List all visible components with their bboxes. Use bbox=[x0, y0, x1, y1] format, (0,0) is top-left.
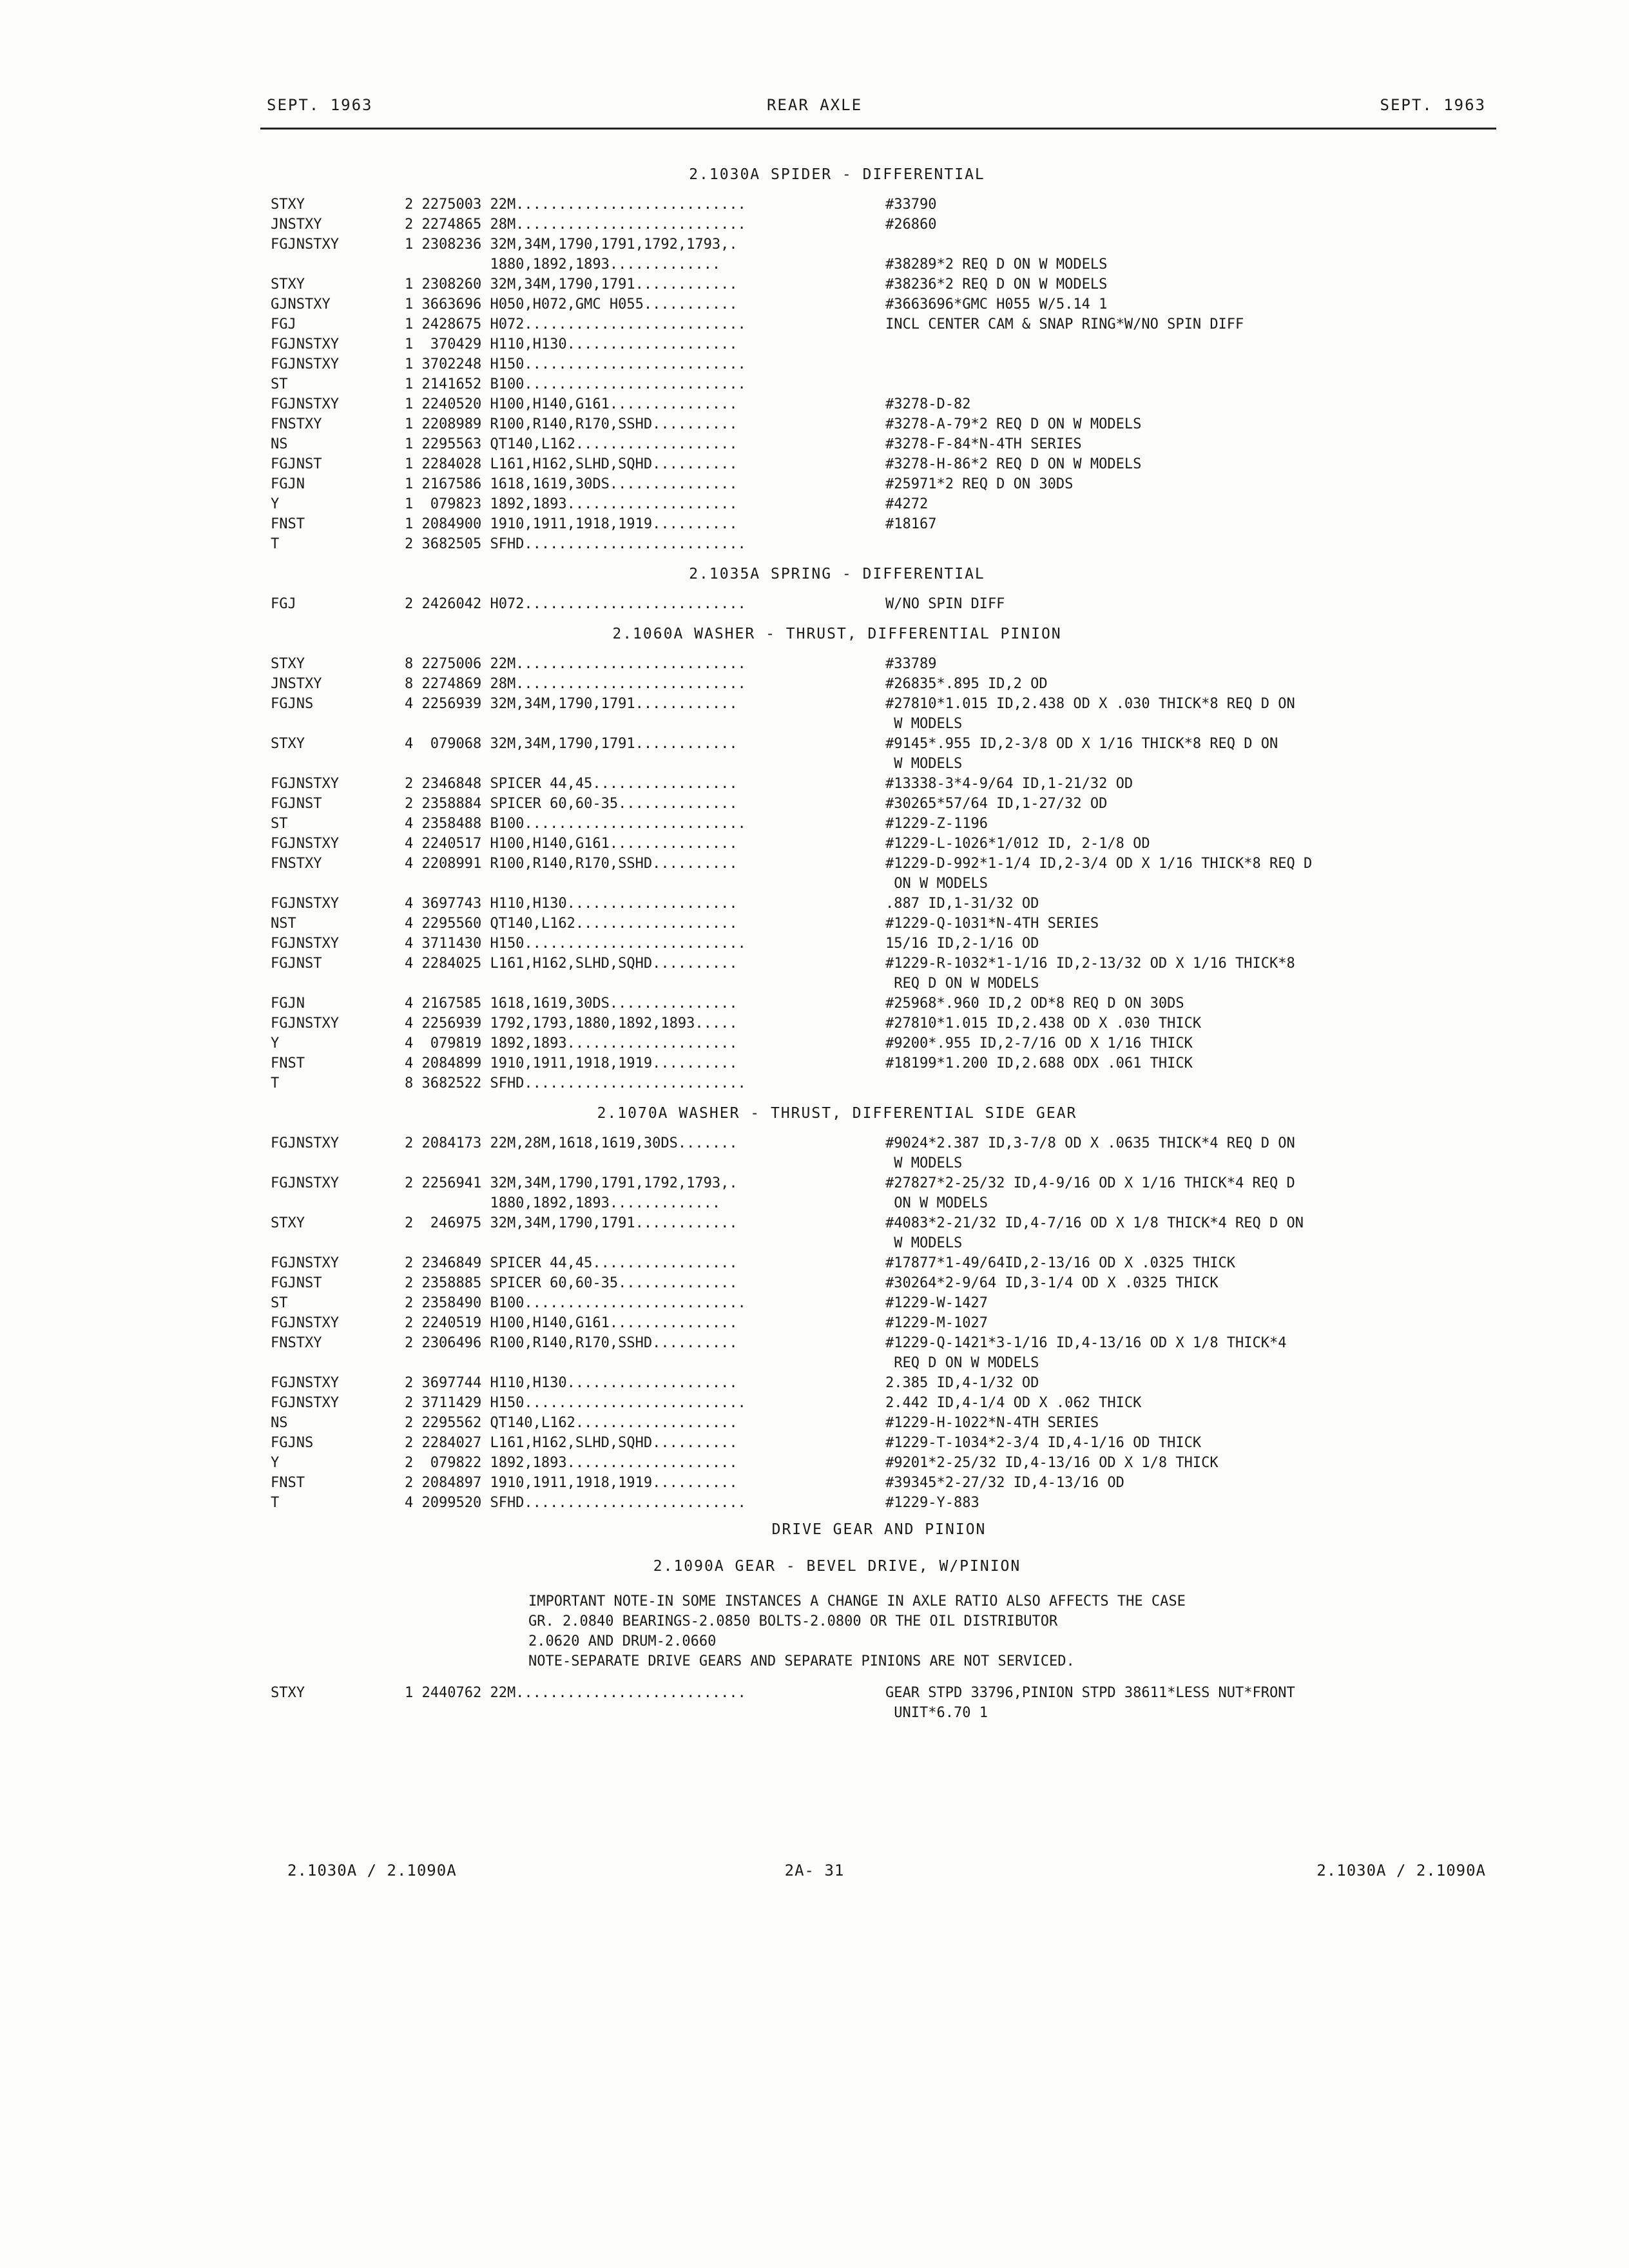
table-row bbox=[0, 1493, 1629, 1513]
part-number-line: 8 2274869 28M........................... bbox=[405, 676, 746, 692]
model-code: FNST bbox=[271, 1475, 305, 1491]
table-row bbox=[0, 195, 1629, 215]
part-number-line: 1 3663696 H050,H072,GMC H055........... bbox=[405, 296, 738, 312]
model-code: FNSTXY bbox=[271, 416, 322, 432]
part-description: REQ D ON W MODELS bbox=[885, 1355, 1039, 1371]
part-number-line: 4 079068 32M,34M,1790,1791............ bbox=[405, 736, 738, 752]
table-row bbox=[0, 1014, 1629, 1033]
table-row bbox=[0, 1233, 1629, 1253]
part-description: #25971*2 REQ D ON 30DS bbox=[885, 476, 1074, 492]
table-row bbox=[0, 1073, 1629, 1093]
model-code: T bbox=[271, 1495, 280, 1511]
model-code: FGJNSTXY bbox=[271, 1015, 339, 1032]
model-code: FGJNSTXY bbox=[271, 356, 339, 372]
notes-block bbox=[0, 1591, 1629, 1671]
part-description: #39345*2-27/32 ID,4-13/16 OD bbox=[885, 1475, 1124, 1491]
part-number-line: 1 2141652 B100.......................... bbox=[405, 376, 746, 392]
model-code: FGJNST bbox=[271, 456, 322, 472]
table-row bbox=[0, 1373, 1629, 1393]
part-number-line: 1880,1892,1893............. bbox=[405, 256, 721, 273]
model-code: NS bbox=[271, 436, 288, 452]
section-title: 2.1090A GEAR - BEVEL DRIVE, W/PINION bbox=[653, 1558, 1021, 1575]
table-row bbox=[0, 594, 1629, 614]
model-code: FGJNSTXY bbox=[271, 236, 339, 253]
part-description: ON W MODELS bbox=[885, 1195, 988, 1211]
part-number-line: 2 2275003 22M........................... bbox=[405, 197, 746, 213]
part-description: #25968*.960 ID,2 OD*8 REQ D ON 30DS bbox=[885, 995, 1184, 1012]
parts-section bbox=[0, 554, 1629, 614]
table-row bbox=[0, 1133, 1629, 1153]
part-description: W MODELS bbox=[885, 716, 963, 732]
table-row bbox=[0, 734, 1629, 754]
table-row bbox=[0, 1213, 1629, 1233]
model-code: FGJNSTXY bbox=[271, 1395, 339, 1411]
table-row bbox=[0, 1053, 1629, 1073]
part-number-line: 1 079823 1892,1893.................... bbox=[405, 496, 738, 512]
part-number-line: 4 2295560 QT140,L162................... bbox=[405, 916, 738, 932]
model-code: Y bbox=[271, 496, 280, 512]
table-row bbox=[0, 714, 1629, 734]
model-code: T bbox=[271, 1075, 280, 1091]
table-row bbox=[0, 794, 1629, 814]
model-code: FGJNS bbox=[271, 1435, 314, 1451]
part-number-line: 4 2099520 SFHD.......................... bbox=[405, 1495, 746, 1511]
part-description: 2.442 ID,4-1/4 OD X .062 THICK bbox=[885, 1395, 1142, 1411]
part-number-line: 8 3682522 SFHD.......................... bbox=[405, 1075, 746, 1091]
part-description: #1229-Y-883 bbox=[885, 1495, 979, 1511]
table-row bbox=[0, 814, 1629, 834]
part-description: #3278-F-84*N-4TH SERIES bbox=[885, 436, 1082, 452]
part-number-line: 1 2440762 22M........................... bbox=[405, 1685, 746, 1701]
part-number-line: 2 3682505 SFHD.......................... bbox=[405, 536, 746, 552]
part-description: #3278-H-86*2 REQ D ON W MODELS bbox=[885, 456, 1142, 472]
model-code: STXY bbox=[271, 656, 305, 672]
part-description: #26835*.895 ID,2 OD bbox=[885, 676, 1048, 692]
part-description: #1229-R-1032*1-1/16 ID,2-13/32 OD X 1/16 THICK*8 bbox=[885, 956, 1295, 972]
model-code: NS bbox=[271, 1415, 288, 1431]
part-number-line: 2 2358884 SPICER 60,60-35.............. bbox=[405, 796, 738, 812]
part-description: #1229-W-1427 bbox=[885, 1295, 988, 1311]
part-number-line: 1 3702248 H150.......................... bbox=[405, 356, 746, 372]
table-row bbox=[0, 454, 1629, 474]
part-description: UNIT*6.70 1 bbox=[885, 1705, 988, 1721]
part-description: #38289*2 REQ D ON W MODELS bbox=[885, 256, 1108, 273]
part-description: .887 ID,1-31/32 OD bbox=[885, 896, 1039, 912]
table-row bbox=[0, 235, 1629, 255]
footer-range-left: 2.1030A / 2.1090A bbox=[287, 1861, 457, 1879]
model-code: FGJNSTXY bbox=[271, 1255, 339, 1271]
table-row bbox=[0, 494, 1629, 514]
part-description: #9024*2.387 ID,3-7/8 OD X .0635 THICK*4 REQ D ON bbox=[885, 1135, 1295, 1151]
table-row bbox=[0, 694, 1629, 714]
part-description: GEAR STPD 33796,PINION STPD 38611*LESS NUT*FRONT bbox=[885, 1685, 1295, 1701]
table-row bbox=[0, 674, 1629, 694]
table-row bbox=[0, 1173, 1629, 1193]
part-number-line: 4 3711430 H150.......................... bbox=[405, 936, 746, 952]
part-description: #27810*1.015 ID,2.438 OD X .030 THICK bbox=[885, 1015, 1202, 1032]
table-row bbox=[0, 1393, 1629, 1413]
table-row bbox=[0, 1683, 1629, 1703]
table-row bbox=[0, 434, 1629, 454]
model-code: FNSTXY bbox=[271, 1335, 322, 1351]
model-code: GJNSTXY bbox=[271, 296, 331, 312]
table-row bbox=[0, 974, 1629, 994]
table-row bbox=[0, 354, 1629, 374]
part-description: #27827*2-25/32 ID,4-9/16 OD X 1/16 THICK*4 REQ D bbox=[885, 1175, 1295, 1191]
part-description: W MODELS bbox=[885, 1155, 963, 1171]
part-description: #33790 bbox=[885, 197, 937, 213]
table-row bbox=[0, 754, 1629, 774]
model-code: FGJNSTXY bbox=[271, 836, 339, 852]
table-row bbox=[0, 374, 1629, 394]
part-number-line: 1 370429 H110,H130.................... bbox=[405, 336, 738, 352]
section-title: 2.1070A WASHER - THRUST, DIFFERENTIAL SIDE GEAR bbox=[597, 1105, 1077, 1122]
part-number-line: 1 2167586 1618,1619,30DS............... bbox=[405, 476, 738, 492]
model-code: Y bbox=[271, 1455, 280, 1471]
part-description: #18199*1.200 ID,2.688 ODX .061 THICK bbox=[885, 1055, 1193, 1072]
model-code: FGJN bbox=[271, 476, 305, 492]
parts-section bbox=[0, 1093, 1629, 1513]
part-number-line: 4 3697743 H110,H130.................... bbox=[405, 896, 738, 912]
model-code: NST bbox=[271, 916, 296, 932]
part-description: #1229-Z-1196 bbox=[885, 816, 988, 832]
table-row bbox=[0, 514, 1629, 534]
part-description: #9201*2-25/32 ID,4-13/16 OD X 1/8 THICK bbox=[885, 1455, 1219, 1471]
parts-list bbox=[0, 155, 1629, 1723]
table-row bbox=[0, 334, 1629, 354]
part-description: #9200*.955 ID,2-7/16 OD X 1/16 THICK bbox=[885, 1035, 1193, 1052]
table-row bbox=[0, 394, 1629, 414]
note-line: 2.0620 AND DRUM-2.0660 bbox=[528, 1633, 717, 1649]
table-row bbox=[0, 294, 1629, 314]
footer-page-number: 2A- 31 bbox=[784, 1861, 845, 1879]
part-description: #38236*2 REQ D ON W MODELS bbox=[885, 276, 1108, 293]
model-code: JNSTXY bbox=[271, 676, 322, 692]
part-number-line: 1 2428675 H072.......................... bbox=[405, 316, 746, 332]
part-number-line: 8 2275006 22M........................... bbox=[405, 656, 746, 672]
table-row bbox=[0, 274, 1629, 294]
table-row bbox=[0, 1253, 1629, 1273]
part-description: INCL CENTER CAM & SNAP RING*W/NO SPIN DIFF bbox=[885, 316, 1244, 332]
part-number-line: 2 246975 32M,34M,1790,1791............ bbox=[405, 1215, 738, 1231]
part-number-line: 4 2284025 L161,H162,SLHD,SQHD.......... bbox=[405, 956, 738, 972]
header-date-right: SEPT. 1963 bbox=[1380, 96, 1486, 114]
table-row bbox=[0, 534, 1629, 554]
part-number-line: 4 2256939 32M,34M,1790,1791............ bbox=[405, 696, 738, 712]
part-number-line: 2 3711429 H150.......................... bbox=[405, 1395, 746, 1411]
part-number-line: 2 3697744 H110,H130.................... bbox=[405, 1375, 738, 1391]
part-description: W MODELS bbox=[885, 756, 963, 772]
part-number-line: 2 2284027 L161,H162,SLHD,SQHD.......... bbox=[405, 1435, 738, 1451]
part-description: #1229-M-1027 bbox=[885, 1315, 988, 1331]
part-number-line: 2 2240519 H100,H140,G161............... bbox=[405, 1315, 738, 1331]
part-description: #1229-D-992*1-1/4 ID,2-3/4 OD X 1/16 THICK*8 REQ D bbox=[885, 856, 1313, 872]
model-code: FGJNSTXY bbox=[271, 1315, 339, 1331]
part-description: #3278-A-79*2 REQ D ON W MODELS bbox=[885, 416, 1142, 432]
part-description: #4083*2-21/32 ID,4-7/16 OD X 1/8 THICK*4 REQ D ON bbox=[885, 1215, 1304, 1231]
model-code: FNST bbox=[271, 1055, 305, 1072]
table-row bbox=[0, 1333, 1629, 1353]
table-row bbox=[0, 1453, 1629, 1473]
part-number-line: 1880,1892,1893............. bbox=[405, 1195, 721, 1211]
table-row bbox=[0, 894, 1629, 914]
part-description: 2.385 ID,4-1/32 OD bbox=[885, 1375, 1039, 1391]
parts-section bbox=[0, 155, 1629, 554]
part-description: #1229-T-1034*2-3/4 ID,4-1/16 OD THICK bbox=[885, 1435, 1202, 1451]
part-number-line: 2 2306496 R100,R140,R170,SSHD.......... bbox=[405, 1335, 738, 1351]
table-row bbox=[0, 1193, 1629, 1213]
part-description: #1229-H-1022*N-4TH SERIES bbox=[885, 1415, 1099, 1431]
part-number-line: 2 2346848 SPICER 44,45................. bbox=[405, 776, 738, 792]
table-row bbox=[0, 654, 1629, 674]
table-row bbox=[0, 1473, 1629, 1493]
table-row bbox=[0, 1153, 1629, 1173]
parts-section bbox=[0, 614, 1629, 1093]
part-number-line: 2 2346849 SPICER 44,45................. bbox=[405, 1255, 738, 1271]
part-description: #26860 bbox=[885, 216, 937, 233]
model-code: FGJN bbox=[271, 995, 305, 1012]
section-title: 2.1035A SPRING - DIFFERENTIAL bbox=[689, 566, 985, 582]
table-row bbox=[0, 1353, 1629, 1373]
part-description: #1229-Q-1421*3-1/16 ID,4-13/16 OD X 1/8 THICK*4 bbox=[885, 1335, 1287, 1351]
part-number-line: 4 2256939 1792,1793,1880,1892,1893..... bbox=[405, 1015, 738, 1032]
model-code: ST bbox=[271, 816, 288, 832]
part-number-line: 4 079819 1892,1893.................... bbox=[405, 1035, 738, 1052]
header-title: REAR AXLE bbox=[766, 96, 863, 114]
table-row bbox=[0, 1293, 1629, 1313]
model-code: JNSTXY bbox=[271, 216, 322, 233]
table-row bbox=[0, 1413, 1629, 1433]
model-code: FGJNSTXY bbox=[271, 396, 339, 412]
table-row bbox=[0, 954, 1629, 974]
table-row bbox=[0, 874, 1629, 894]
part-number-line: 2 2358885 SPICER 60,60-35.............. bbox=[405, 1275, 738, 1291]
part-description: #18167 bbox=[885, 516, 937, 532]
part-description: 15/16 ID,2-1/16 OD bbox=[885, 936, 1039, 952]
table-row bbox=[0, 474, 1629, 494]
part-number-line: 2 2084897 1910,1911,1918,1919.......... bbox=[405, 1475, 738, 1491]
table-row bbox=[0, 934, 1629, 954]
model-code: FNST bbox=[271, 516, 305, 532]
model-code: FGJNSTXY bbox=[271, 1175, 339, 1191]
part-number-line: 1 2084900 1910,1911,1918,1919.......... bbox=[405, 516, 738, 532]
part-number-line: 4 2084899 1910,1911,1918,1919.......... bbox=[405, 1055, 738, 1072]
parts-section bbox=[0, 1546, 1629, 1723]
note-line: IMPORTANT NOTE-IN SOME INSTANCES A CHANGE IN AXLE RATIO ALSO AFFECTS THE CASE bbox=[528, 1593, 1186, 1610]
table-row bbox=[0, 1033, 1629, 1053]
part-number-line: 2 2256941 32M,34M,1790,1791,1792,1793,. bbox=[405, 1175, 738, 1191]
table-row bbox=[0, 854, 1629, 874]
part-description: #1229-L-1026*1/012 ID, 2-1/8 OD bbox=[885, 836, 1150, 852]
model-code: FGJNSTXY bbox=[271, 896, 339, 912]
part-description: #3663696*GMC H055 W/5.14 1 bbox=[885, 296, 1108, 312]
model-code: Y bbox=[271, 1035, 280, 1052]
part-description: W/NO SPIN DIFF bbox=[885, 596, 1005, 612]
table-row bbox=[0, 994, 1629, 1014]
part-description: #33789 bbox=[885, 656, 937, 672]
part-number-line: 1 2240520 H100,H140,G161............... bbox=[405, 396, 738, 412]
model-code: ST bbox=[271, 1295, 288, 1311]
model-code: FGJ bbox=[271, 596, 296, 612]
part-description: #4272 bbox=[885, 496, 929, 512]
part-description: #30265*57/64 ID,1-27/32 OD bbox=[885, 796, 1108, 812]
part-description: #17877*1-49/64ID,2-13/16 OD X .0325 THICK bbox=[885, 1255, 1236, 1271]
part-description: #27810*1.015 ID,2.438 OD X .030 THICK*8 REQ D ON bbox=[885, 696, 1295, 712]
part-number-line: 1 2308260 32M,34M,1790,1791............ bbox=[405, 276, 738, 293]
section-title: 2.1060A WASHER - THRUST, DIFFERENTIAL PINION bbox=[612, 626, 1062, 642]
part-description: #3278-D-82 bbox=[885, 396, 971, 412]
model-code: FGJNSTXY bbox=[271, 936, 339, 952]
table-row bbox=[0, 255, 1629, 274]
part-number-line: 2 2274865 28M........................... bbox=[405, 216, 746, 233]
model-code: FGJNSTXY bbox=[271, 336, 339, 352]
part-description: #9145*.955 ID,2-3/8 OD X 1/16 THICK*8 REQ D ON bbox=[885, 736, 1278, 752]
table-row bbox=[0, 834, 1629, 854]
model-code: FGJNST bbox=[271, 796, 322, 812]
note-line: NOTE-SEPARATE DRIVE GEARS AND SEPARATE PINIONS ARE NOT SERVICED. bbox=[528, 1653, 1075, 1669]
model-code: FGJNST bbox=[271, 956, 322, 972]
part-number-line: 2 079822 1892,1893.................... bbox=[405, 1455, 738, 1471]
model-code: FGJNSTXY bbox=[271, 1375, 339, 1391]
model-code: STXY bbox=[271, 1215, 305, 1231]
part-description: W MODELS bbox=[885, 1235, 963, 1251]
model-code: ST bbox=[271, 376, 288, 392]
part-number-line: 1 2284028 L161,H162,SLHD,SQHD.......... bbox=[405, 456, 738, 472]
header-date-left: SEPT. 1963 bbox=[267, 96, 373, 114]
model-code: FGJNSTXY bbox=[271, 1135, 339, 1151]
part-number-line: 1 2308236 32M,34M,1790,1791,1792,1793,. bbox=[405, 236, 738, 253]
table-row bbox=[0, 774, 1629, 794]
model-code: FGJNS bbox=[271, 696, 314, 712]
part-number-line: 2 2295562 QT140,L162................... bbox=[405, 1415, 738, 1431]
section-title: 2.1030A SPIDER - DIFFERENTIAL bbox=[689, 166, 985, 183]
part-number-line: 4 2240517 H100,H140,G161............... bbox=[405, 836, 738, 852]
part-number-line: 2 2084173 22M,28M,1618,1619,30DS....... bbox=[405, 1135, 738, 1151]
part-description: ON W MODELS bbox=[885, 876, 988, 892]
part-number-line: 1 2208989 R100,R140,R170,SSHD.......... bbox=[405, 416, 738, 432]
model-code: STXY bbox=[271, 736, 305, 752]
model-code: FNSTXY bbox=[271, 856, 322, 872]
table-row bbox=[0, 314, 1629, 334]
model-code: T bbox=[271, 536, 280, 552]
table-row bbox=[0, 1313, 1629, 1333]
part-number-line: 2 2358490 B100.......................... bbox=[405, 1295, 746, 1311]
note-line: GR. 2.0840 BEARINGS-2.0850 BOLTS-2.0800 OR THE OIL DISTRIBUTOR bbox=[528, 1613, 1058, 1629]
table-row bbox=[0, 914, 1629, 934]
part-number-line: 2 2426042 H072.......................... bbox=[405, 596, 746, 612]
part-description: #30264*2-9/64 ID,3-1/4 OD X .0325 THICK bbox=[885, 1275, 1219, 1291]
model-code: FGJNSTXY bbox=[271, 776, 339, 792]
part-number-line: 1 2295563 QT140,L162................... bbox=[405, 436, 738, 452]
footer-range-right: 2.1030A / 2.1090A bbox=[1316, 1861, 1486, 1879]
table-row bbox=[0, 414, 1629, 434]
part-description: #1229-Q-1031*N-4TH SERIES bbox=[885, 916, 1099, 932]
table-row bbox=[0, 1433, 1629, 1453]
part-number-line: 4 2208991 R100,R140,R170,SSHD.......... bbox=[405, 856, 738, 872]
part-number-line: 4 2358488 B100.......................... bbox=[405, 816, 746, 832]
part-number-line: 4 2167585 1618,1619,30DS............... bbox=[405, 995, 738, 1012]
model-code: FGJ bbox=[271, 316, 296, 332]
header-rule bbox=[260, 128, 1496, 130]
table-row bbox=[0, 1703, 1629, 1723]
part-description: REQ D ON W MODELS bbox=[885, 975, 1039, 992]
table-row bbox=[0, 215, 1629, 235]
part-description: #13338-3*4-9/64 ID,1-21/32 OD bbox=[885, 776, 1133, 792]
model-code: STXY bbox=[271, 276, 305, 293]
group-heading: DRIVE GEAR AND PINION bbox=[771, 1521, 987, 1538]
table-row bbox=[0, 1273, 1629, 1293]
model-code: FGJNST bbox=[271, 1275, 322, 1291]
model-code: STXY bbox=[271, 197, 305, 213]
model-code: STXY bbox=[271, 1685, 305, 1701]
